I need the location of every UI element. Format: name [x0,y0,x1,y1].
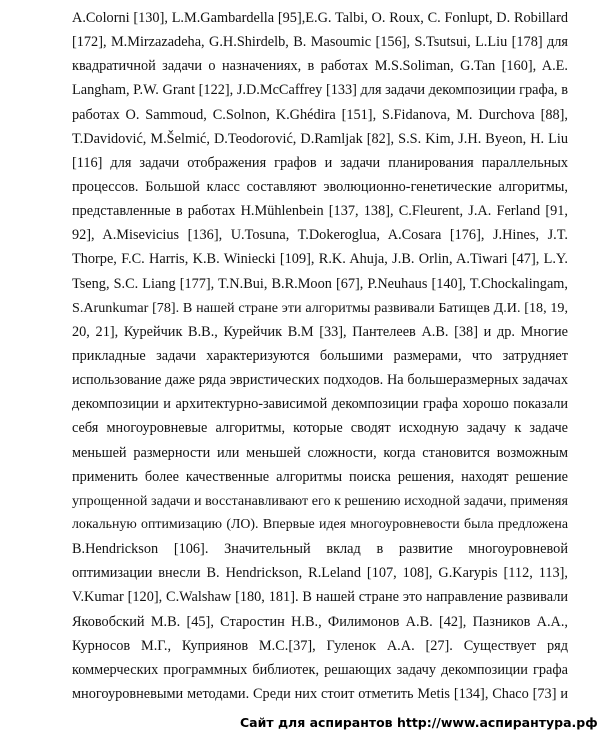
text-line: работах O. Sammoud, C.Solnon, K.Ghédira [151], S.Fidanova, M. Durchova [88], [72,106,568,123]
text-line: декомпозиции и архитектурно-зависимой декомпозиции графа хорошо показали [72,396,568,413]
text-line: локальную оптимизацию (ЛО). Впервые идея многоуровневости была предложена [72,516,568,532]
text-line: T.Davidović, M.Šelmić, D.Teodorović, D.Ramljak [82], S.S. Kim, J.H. Byeon, H. Liu [72,130,568,147]
text-line: Tseng, S.C. Liang [177], T.N.Bui, B.R.Moon [67], P.Neuhaus [140], T.Chockalingam, [72,275,568,292]
text-line: Thorpe, F.C. Harris, K.B. Winiecki [109], R.K. Ahuja, J.B. Orlin, A.Tiwari [47], L.Y. [72,251,568,268]
text-line: [116] для задачи отображения графов и задачи планирования параллельных [72,154,568,171]
text-line: 92], A.Misevicius [136], U.Tosuna, T.Dokeroglua, A.Cosara [176], J.Hines, J.T. [72,227,568,244]
text-line: квадратичной задачи о назначениях, в работах M.S.Soliman, G.Tan [160], A.E. [72,58,568,75]
text-line: упрощенной задачи и восстанавливают его к решению исходной задачи, применяя [72,492,568,509]
text-line: Яковобский М.В. [45], Старостин Н.В., Филимонов А.В. [42], Пазников А.А., [72,613,568,630]
text-line: коммерческих программных библиотек, решающих задачу декомпозиции графа [72,661,568,678]
text-line: многоуровневыми методами. Среди них стоит отметить Metis [134], Chaco [73] и [72,685,568,702]
text-line: Langham, P.W. Grant [122], J.D.McCaffrey [133] для задачи декомпозиции графа, в [72,82,568,99]
text-line: оптимизации внесли B. Hendrickson, R.Leland [107, 108], G.Karypis [112, 113], [72,565,568,582]
text-line: A.Colorni [130], L.M.Gambardella [95],E.G. Talbi, O. Roux, C. Fonlupt, D. Robillard [72,10,568,26]
text-line: меньшей размерности или меньшей сложности, когда становится возможным [72,444,568,461]
text-line: себя многоуровневые алгоритмы, которые сводят исходную задачу к задаче [72,420,568,437]
body-text [72,6,568,706]
text-line: использование даже ряда эвристических подходов. На большеразмерных задачах [72,372,568,389]
text-line: прикладные задачи характеризуются большими размерами, что затрудняет [72,347,568,364]
text-line: применить более качественные алгоритмы поиска решения, находят решение [72,468,568,485]
text-line: процессов. Большой класс составляют эволюционно-генетические алгоритмы, [72,178,568,195]
text-line: 20, 21], Курейчик В.В., Курейчик В.М [33], Пантелеев А.В. [38] и др. Многие [72,323,568,340]
text-line: [172], M.Mirzazadeha, G.H.Shirdelb, B. Masoumic [156], S.Tsutsui, L.Liu [178] для [72,34,568,51]
text-line: представленные в работах H.Mühlenbein [137, 138], C.Fleurent, J.A. Ferland [91, [72,203,568,220]
text-line: Курносов М.Г., Куприянов М.С.[37], Гуленок А.А. [27]. Существует ряд [72,637,568,654]
text-line: B.Hendrickson [106]. Значительный вклад в развитие многоуровневой [72,541,568,558]
text-line: S.Arunkumar [78]. В нашей стране эти алгоритмы развивали Батищев Д.И. [18, 19, [72,299,568,316]
site-footer-watermark: Сайт для аспирантов http://www.аспирантура.рф [240,715,598,730]
text-line: V.Kumar [120], C.Walshaw [180, 181]. В нашей стране это направление развивали [72,589,568,606]
